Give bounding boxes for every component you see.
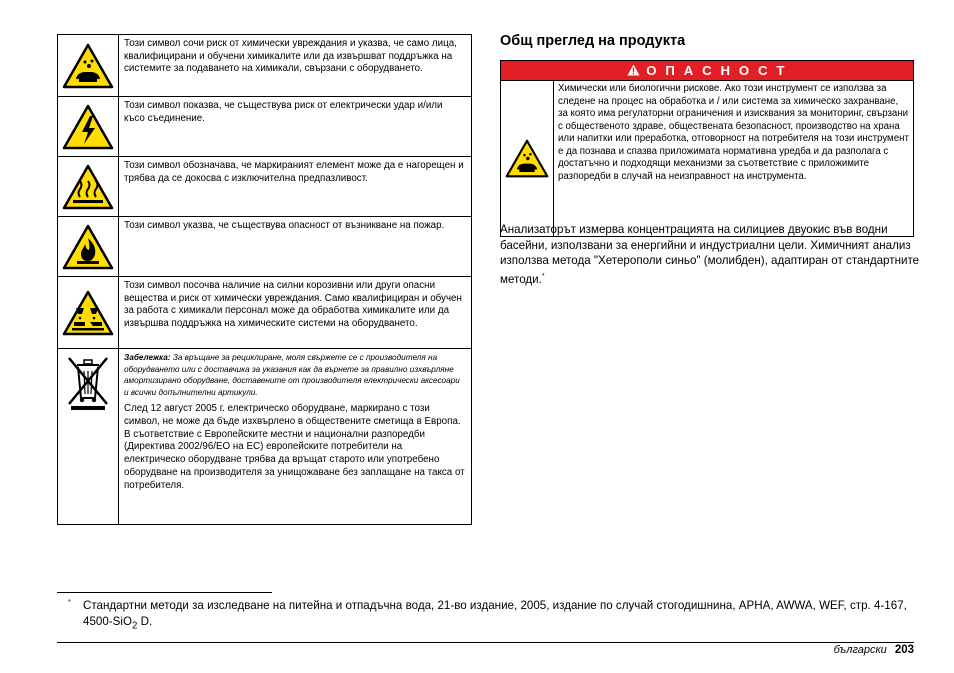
symbol-row (58, 35, 472, 97)
footnote: * Стандартни методи за изследване на питейна и отпадъчна вода, 21-во издание, 2005, издание по случай стогодишнина, APHA, AWWA, WEF, стр. 4-167, 4500-SiO$_2$ D. (68, 598, 913, 634)
symbols-table (57, 34, 472, 525)
weee-row (58, 349, 472, 525)
hot-surface-icon (62, 164, 114, 210)
note-text: За връщане за рециклиране, моля свържете се с производителя на оборудването или с доставчика за указания как да върнете за правилно изхвърляне амортизирано оборудване, доставените от производителя електрически аксесоари и всички допълнителни артикули. (124, 353, 460, 397)
danger-box (500, 60, 914, 237)
section-title: Общ преглед на продукта (500, 33, 686, 49)
page-number: 203 (894, 644, 914, 656)
symbol-row (58, 157, 472, 217)
product-overview-paragraph: Анализаторът измерва концентрацията на силициев двуокис във водни басейни, използвани за енергийни и индустриални цели. Химичният анализ използва метода "Хетерополи синьо" (молибден), адаптиран от стандартните методи.* (500, 223, 920, 286)
danger-text: Химически или биологични рискове. Ако този инструмент се използва за следене на процес на обработка и / или система за химическо захранване, за която има регулаторни ограничения и изисквания за мониторинг, свързани с общественото здраве, обществената безопасност, производство на храна или напитки или преработка, отговорност на потребителя на този инструмент е да познава и спазва приложимата нормативна уредба и да разполага с достатъчно и подходящи механизми за съответствие с приложимите разпоредби в случай на неизправност на инструмента. (554, 81, 914, 237)
footnote-mark: * (68, 599, 71, 606)
corrosive-icon (62, 290, 114, 336)
symbol-description: Този символ показва, че съществува риск от електрически удар и/или късо съединение. (119, 97, 472, 157)
crossed-bin-icon (63, 354, 113, 410)
chemical-hazard-icon (62, 43, 114, 89)
danger-header (501, 61, 914, 81)
footnote-separator (57, 592, 272, 593)
warning-icon (627, 64, 640, 76)
symbol-description: Този символ обозначава, че маркираният елемент може да е нагорещен и трябва да се докосва с изключителна предпазливост. (119, 157, 472, 217)
note-label: Забележка: (124, 353, 171, 362)
symbol-description: Този символ сочи риск от химически увреждания и указва, че само лица, квалифицирани и обучени химикалите или да извършват поддръжка на системите за подаването на химикали, свързани с оборудването. (119, 35, 472, 97)
fire-hazard-icon (62, 224, 114, 270)
symbol-row (58, 97, 472, 157)
symbol-description: Този символ посочва наличие на силни корозивни или други опасни вещества и риск от химически увреждания. Само квалифициран и обучен за работа с химикали персонал може да обработва химикалите или да извършва поддръжка на химическите системи на оборудването. (119, 277, 472, 349)
electrical-hazard-icon (62, 104, 114, 150)
footer-language: български (833, 644, 887, 656)
chemical-hazard-icon (505, 139, 549, 178)
weee-note (124, 352, 466, 398)
page-footer (834, 644, 914, 656)
footnote-ref: * (541, 272, 545, 280)
footer-rule (57, 642, 914, 643)
symbol-row (58, 217, 472, 277)
symbol-row (58, 277, 472, 349)
danger-label: О П А С Н О С Т (646, 63, 788, 78)
symbol-description: Този символ указва, че съществува опасност от възникване на пожар. (119, 217, 472, 277)
weee-description: След 12 август 2005 г. електрическо оборудване, маркирано с този символ, не може да бъде изхвърлено в обществените сметища в Европа. В съответствие с Европейските местни и национални разпоредби (Директива 2002/96/ЕО на ЕС) европейските потребители на електрическо оборудване трябва да връщат старото или употребено оборудване на производителя за унищожаване без заплащане на такса от потребителя. (124, 403, 465, 491)
